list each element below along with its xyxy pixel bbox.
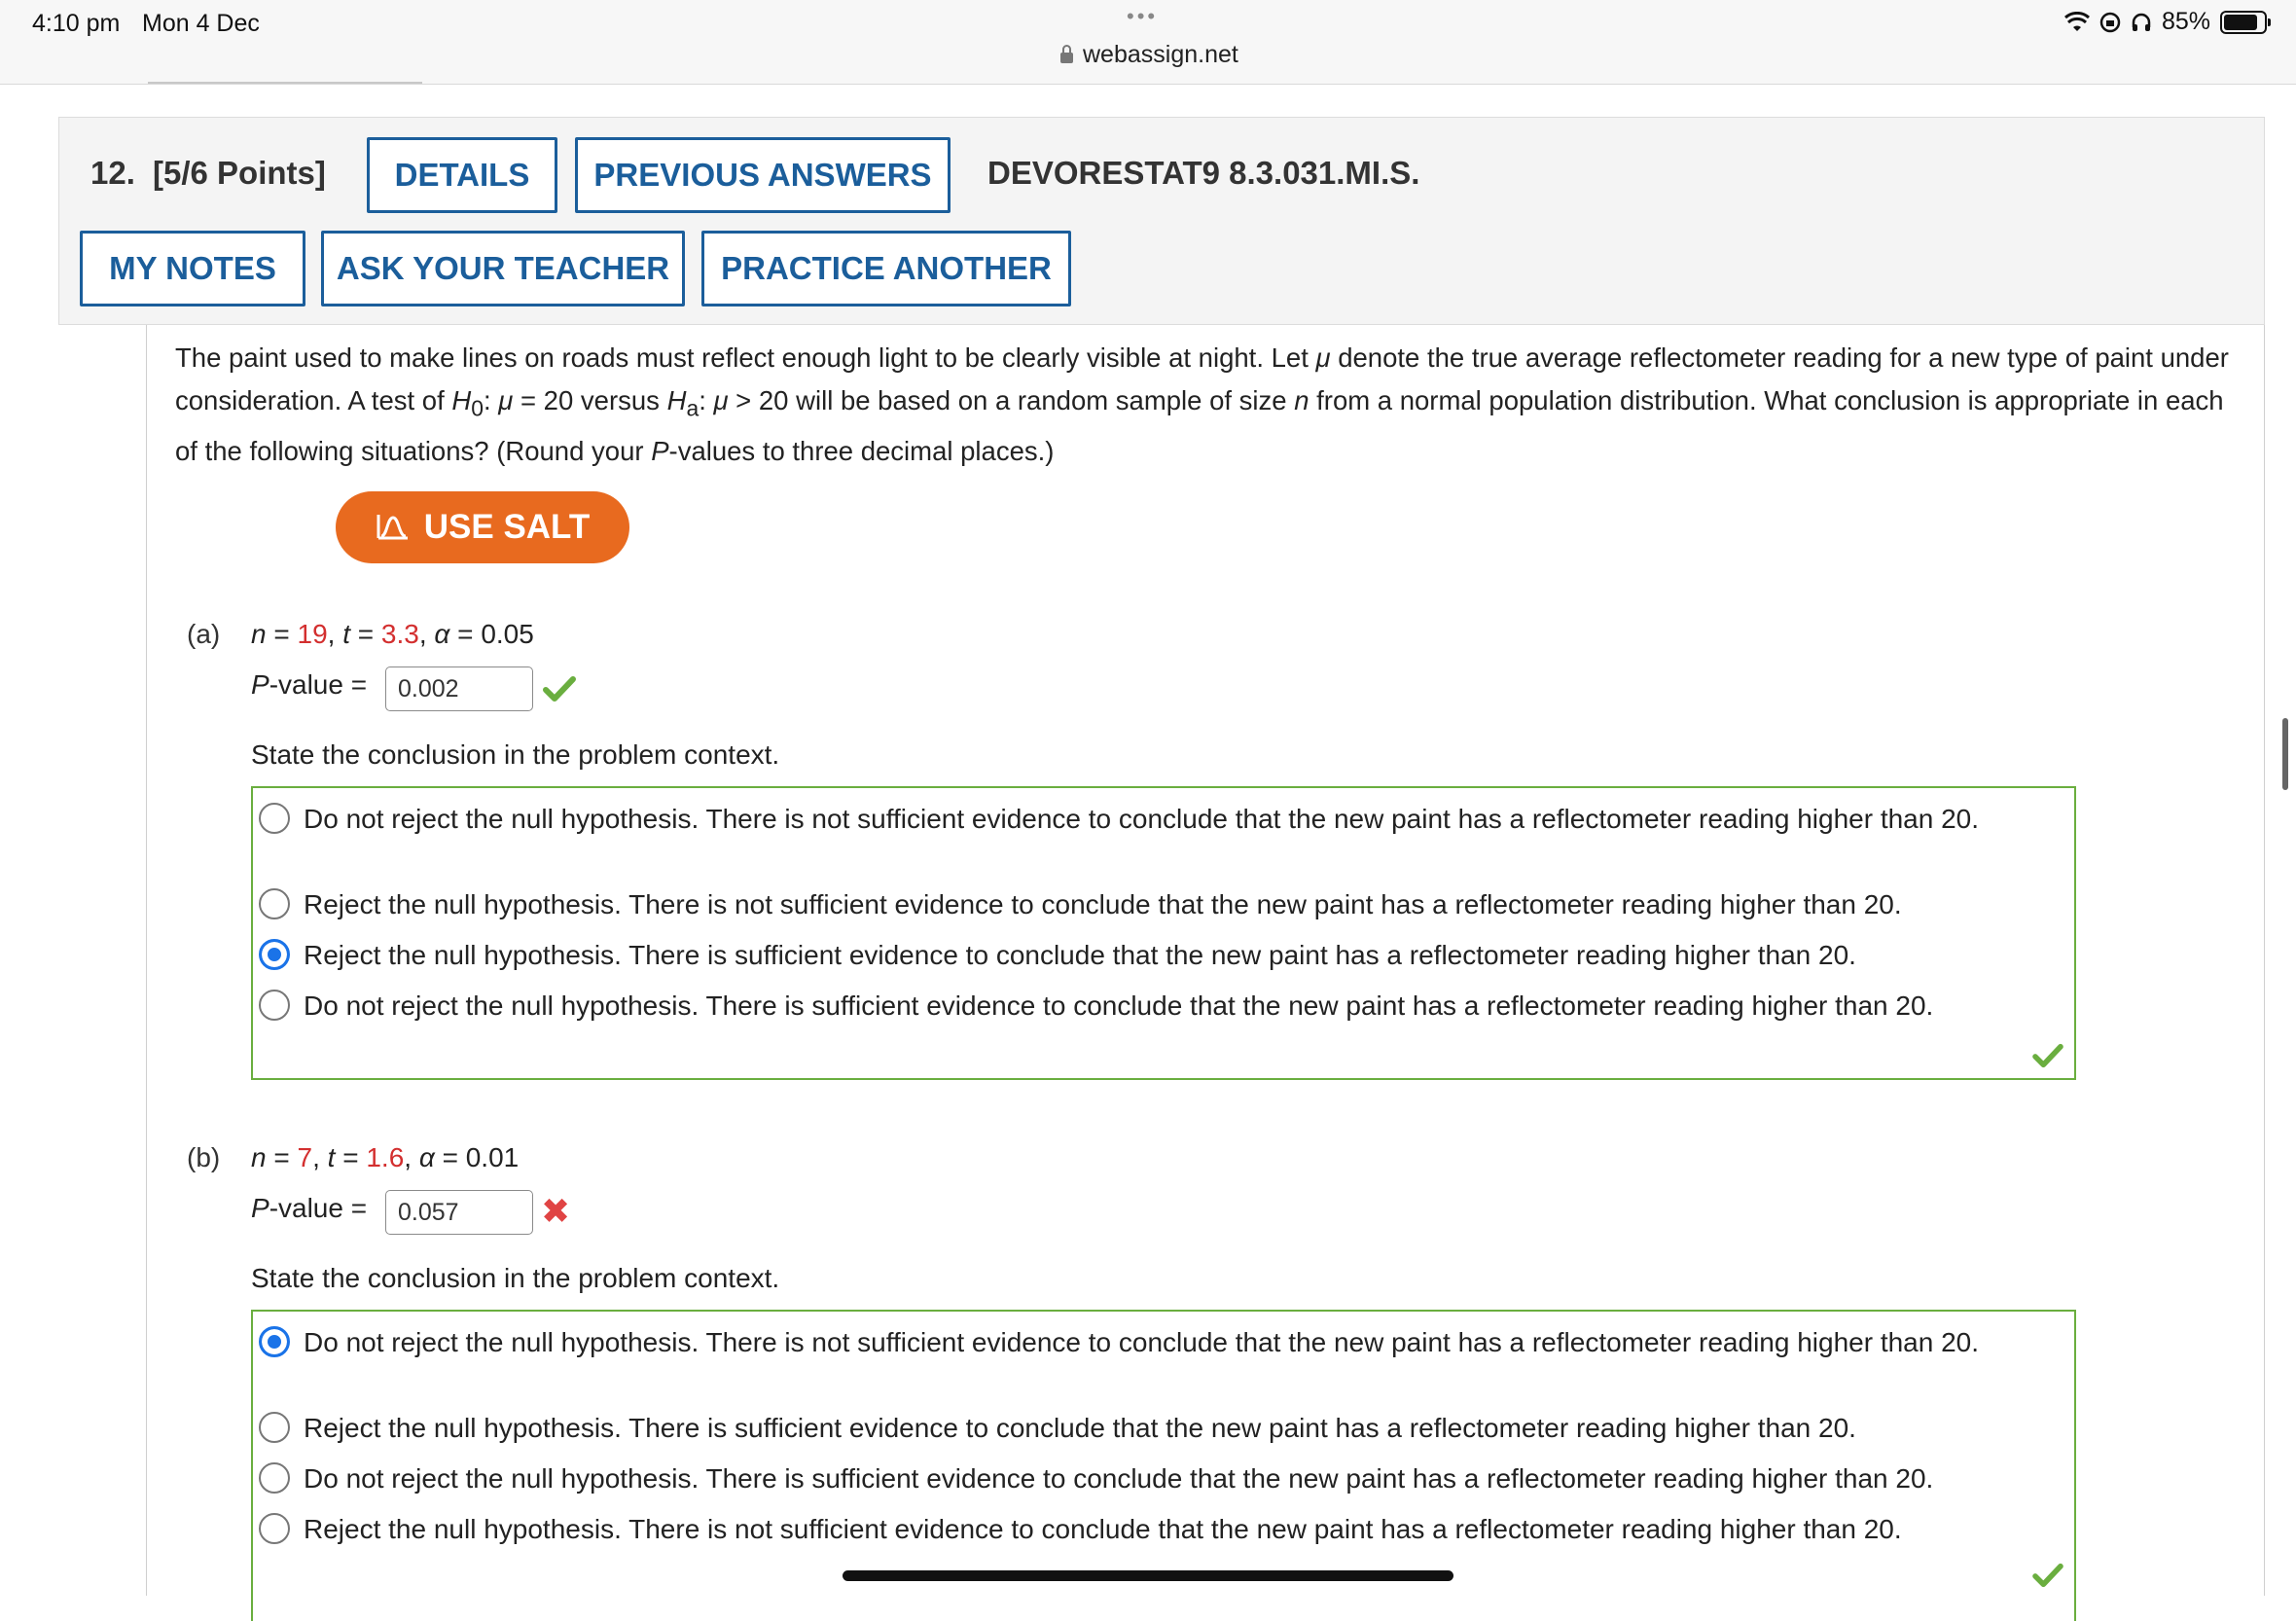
problem-statement: The paint used to make lines on roads must reflect enough light to be clearly visible at night. Let μ denote the true average reflectometer reading for a new type of paint under consideration. A test of $H_0$: μ = 20 versus $H_a$: μ > 20 will be based on a random sample of size n from a normal population distribution. What conclusion is appropriate in each of the following situations? (Round your P-values to three decimal places.) (175, 342, 2229, 466)
part-b-option-2[interactable]: Reject the null hypothesis. There is sufficient evidence to conclude that the new paint has a reflectometer reading higher than 20. (259, 1411, 2055, 1446)
radio-button[interactable] (259, 888, 290, 919)
part-b-pvalue-input[interactable] (385, 1190, 533, 1235)
part-a-pvalue-label: P-value = (251, 669, 368, 700)
lock-icon (1060, 53, 1073, 63)
rotation-lock-icon (2099, 12, 2121, 33)
part-a-state-label: State the conclusion in the problem context. (251, 739, 780, 770)
part-b-params: n = 7, t = 1.6, α = 0.01 (251, 1142, 520, 1172)
part-b-label: (b) (187, 1142, 221, 1172)
part-a-params: n = 19, t = 3.3, α = 0.05 (251, 619, 534, 649)
radio-button[interactable] (259, 1412, 290, 1443)
part-a-label: (a) (187, 619, 221, 649)
more-dots-icon[interactable]: ••• (1127, 4, 1159, 28)
status-date: Mon 4 Dec (142, 10, 260, 37)
part-b-t: 1.6 (366, 1142, 405, 1172)
part-b-state-label: State the conclusion in the problem context. (251, 1263, 780, 1293)
tab-indicator (148, 82, 422, 84)
part-a-alpha: 0.05 (481, 619, 534, 649)
radio-button[interactable] (259, 1513, 290, 1544)
content-right-border (2264, 325, 2265, 1596)
radio-button[interactable] (259, 1462, 290, 1494)
radio-button[interactable] (259, 803, 290, 834)
part-b-n: 7 (297, 1142, 313, 1172)
part-a-option-1[interactable]: Do not reject the null hypothesis. There is not sufficient evidence to conclude that the new paint has a reflectometer reading higher than 20. (259, 802, 2055, 837)
details-button[interactable]: DETAILS (367, 137, 557, 213)
salt-distribution-icon (376, 512, 411, 543)
part-b-option-3[interactable]: Do not reject the null hypothesis. There is sufficient evidence to conclude that the new paint has a reflectometer reading higher than 20. (259, 1461, 2055, 1496)
battery-percent: 85% (2161, 8, 2210, 35)
status-time: 4:10 pm (32, 10, 121, 37)
home-indicator[interactable] (843, 1570, 1453, 1581)
radio-button-selected[interactable] (259, 1326, 290, 1357)
previous-answers-button[interactable]: PREVIOUS ANSWERS (575, 137, 951, 213)
correct-check-icon (543, 675, 576, 702)
status-indicators (2064, 8, 2267, 36)
content-left-border (146, 325, 147, 1596)
practice-another-button[interactable]: PRACTICE ANOTHER (701, 231, 1071, 306)
use-salt-label: USE SALT (423, 508, 591, 546)
headphones-icon (2131, 12, 2152, 33)
part-a-n: 19 (297, 619, 328, 649)
correct-check-icon (2031, 1563, 2064, 1588)
question-number: 12. (90, 155, 135, 191)
scrollbar-thumb[interactable] (2282, 718, 2288, 790)
question-header (58, 117, 2265, 325)
radio-button-selected[interactable] (259, 939, 290, 970)
part-a-option-2[interactable]: Reject the null hypothesis. There is not sufficient evidence to conclude that the new paint has a reflectometer reading higher than 20. (259, 887, 2055, 922)
part-a-option-4[interactable]: Do not reject the null hypothesis. There is sufficient evidence to conclude that the new paint has a reflectometer reading higher than 20. (259, 989, 2055, 1024)
question-points: [5/6 Points] (153, 155, 326, 191)
question-code: DEVORESTAT9 8.3.031.MI.S. (987, 155, 1420, 191)
part-a-t: 3.3 (380, 619, 419, 649)
my-notes-button[interactable]: MY NOTES (80, 231, 305, 306)
battery-icon (2220, 11, 2267, 34)
part-a-pvalue-input[interactable] (385, 666, 533, 711)
wifi-icon (2064, 12, 2090, 33)
part-b-option-1[interactable]: Do not reject the null hypothesis. There is not sufficient evidence to conclude that the new paint has a reflectometer reading higher than 20. (259, 1325, 2055, 1360)
ask-your-teacher-button[interactable]: ASK YOUR TEACHER (321, 231, 685, 306)
use-salt-button[interactable] (336, 491, 629, 563)
part-b-alpha: 0.01 (465, 1142, 520, 1172)
incorrect-x-icon: ✖ (541, 1191, 571, 1231)
url-text: webassign.net (1083, 41, 1238, 68)
part-a-options (251, 786, 2076, 1080)
part-b-option-4[interactable]: Reject the null hypothesis. There is not sufficient evidence to conclude that the new paint has a reflectometer reading higher than 20. (259, 1512, 2055, 1547)
correct-check-icon (2031, 1043, 2064, 1068)
address-bar[interactable] (1060, 41, 1238, 69)
part-b-pvalue-label: P-value = (251, 1193, 368, 1223)
radio-button[interactable] (259, 990, 290, 1021)
status-bar (0, 0, 2296, 85)
part-a-option-3[interactable]: Reject the null hypothesis. There is sufficient evidence to conclude that the new paint has a reflectometer reading higher than 20. (259, 938, 2055, 973)
